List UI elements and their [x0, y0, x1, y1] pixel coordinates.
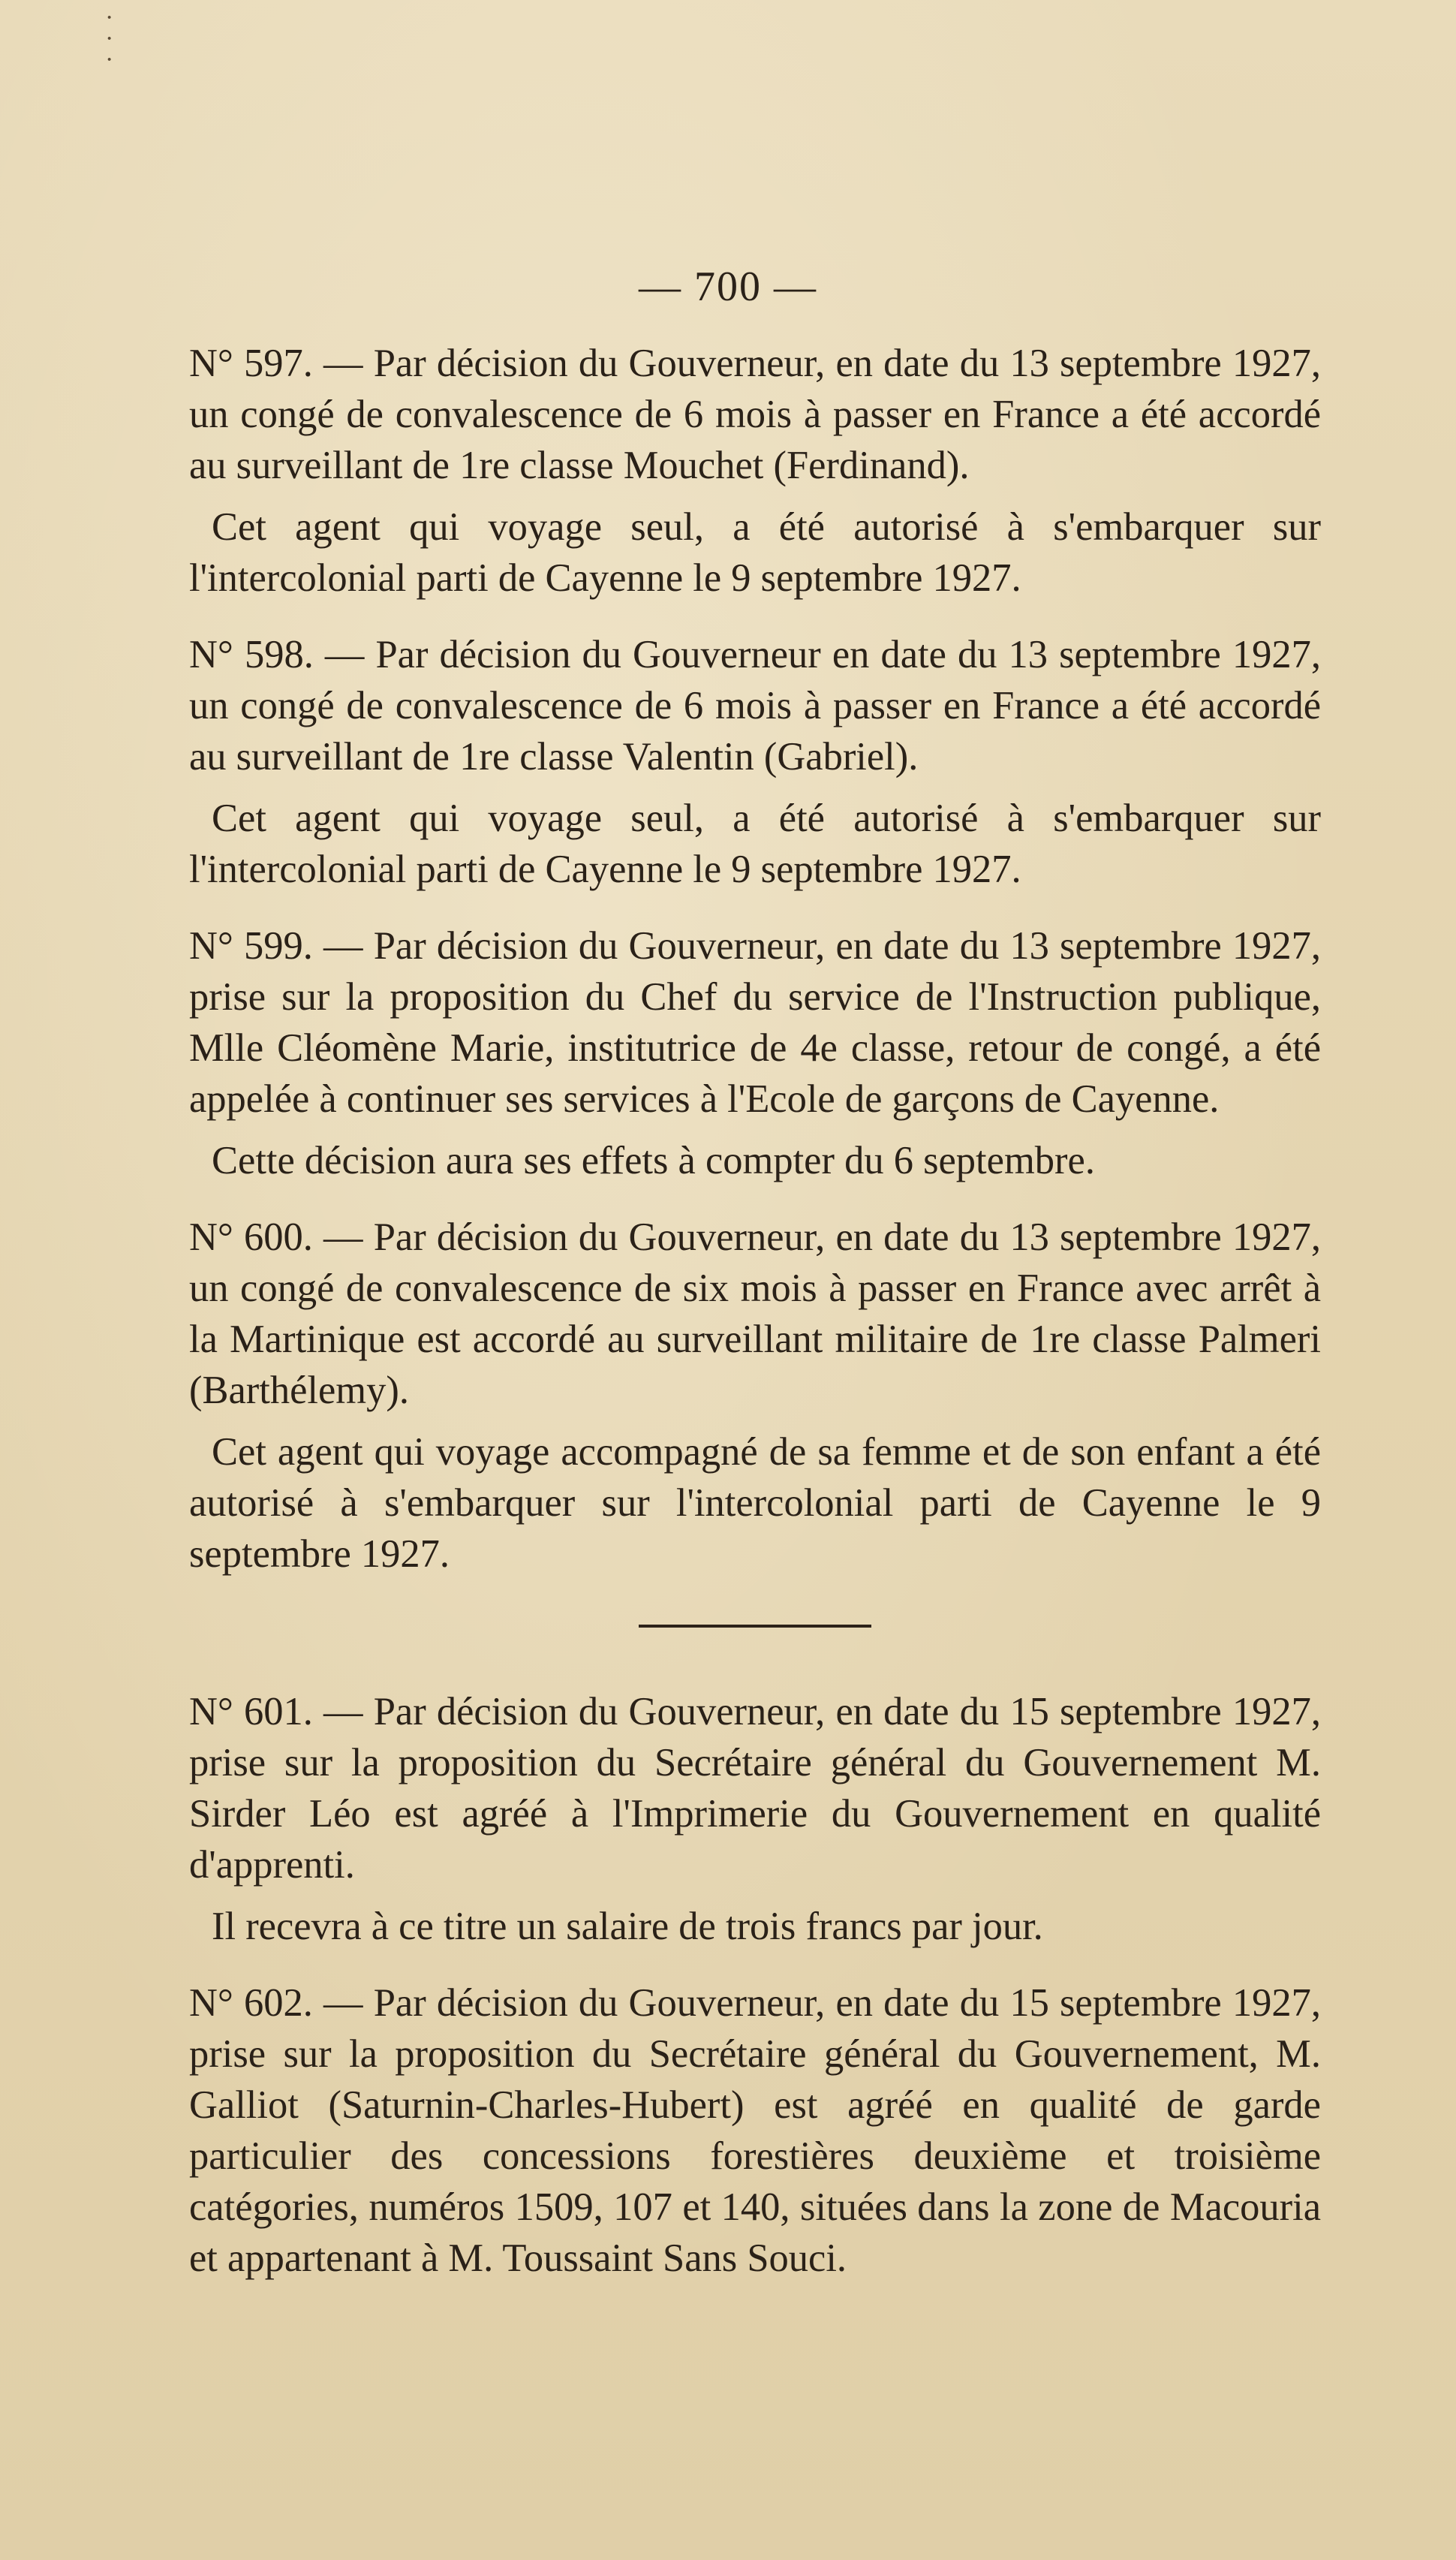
decision-paragraph: N° 598. — Par décision du Gouverneur en date du 13 septembre 1927, un congé de convalescence de 6 mois à passer en France a été accordé au surveillant de 1re classe Valentin (Gabriel).: [189, 633, 1321, 779]
decision-entry-599: [189, 920, 1321, 1186]
decision-paragraph: N° 600. — Par décision du Gouverneur, en date du 13 septembre 1927, un congé de convalescence de six mois à passer en France avec arrêt à la Martinique est accordé au surveillant militaire de 1re classe Palmeri (Barthélemy).: [189, 1215, 1321, 1412]
decision-entry-597: [189, 338, 1321, 604]
margin-mark: · · ·: [105, 4, 114, 74]
decision-paragraph: N° 601. — Par décision du Gouverneur, en date du 15 septembre 1927, prise sur la proposition du Secrétaire général du Gouvernement M. Sirder Léo est agréé à l'Imprimerie du Gouvernement en qualité d'apprenti.: [189, 1690, 1321, 1887]
decision-entry-601: [189, 1686, 1321, 1952]
decision-paragraph: Cet agent qui voyage seul, a été autorisé à s'embarquer sur l'intercolonial parti de Cayenne le 9 septembre 1927.: [189, 797, 1321, 891]
decision-paragraph: Cette décision aura ses effets à compter du 6 septembre.: [212, 1139, 1095, 1182]
decision-entry-598: [189, 629, 1321, 895]
decision-paragraph: Il recevra à ce titre un salaire de trois francs par jour.: [212, 1905, 1043, 1948]
decision-entry-602: [189, 1977, 1321, 2284]
decision-paragraph: N° 597. — Par décision du Gouverneur, en date du 13 septembre 1927, un congé de convalescence de 6 mois à passer en France a été accordé au surveillant de 1re classe Mouchet (Ferdinand).: [189, 342, 1321, 487]
decision-entry-600: [189, 1212, 1321, 1580]
page-number: — 700 —: [639, 264, 817, 310]
decision-paragraph: N° 602. — Par décision du Gouverneur, en date du 15 septembre 1927, prise sur la proposition du Secrétaire général du Gouvernement, M. Galliot (Saturnin-Charles-Hubert) est agréé en qualité de garde particulier des concessions forestières deuxième et troisième catégories, numéros 1509, 107 et 140, situées dans la zone de Macouria et appartenant à M. Toussaint Sans Souci.: [189, 1981, 1321, 2280]
page-body: [189, 338, 1321, 2309]
section-divider: [639, 1625, 871, 1628]
decision-paragraph: Cet agent qui voyage accompagné de sa femme et de son enfant a été autorisé à s'embarquer sur l'intercolonial parti de Cayenne le 9 septembre 1927.: [189, 1430, 1321, 1576]
decision-paragraph: Cet agent qui voyage seul, a été autorisé à s'embarquer sur l'intercolonial parti de Cayenne le 9 septembre 1927.: [189, 505, 1321, 600]
decision-paragraph: N° 599. — Par décision du Gouverneur, en date du 13 septembre 1927, prise sur la proposition du Chef du service de l'Instruction publique, Mlle Cléomène Marie, institutrice de 4e classe, retour de congé, a été appelée à continuer ses services à l'Ecole de garçons de Cayenne.: [189, 924, 1321, 1121]
